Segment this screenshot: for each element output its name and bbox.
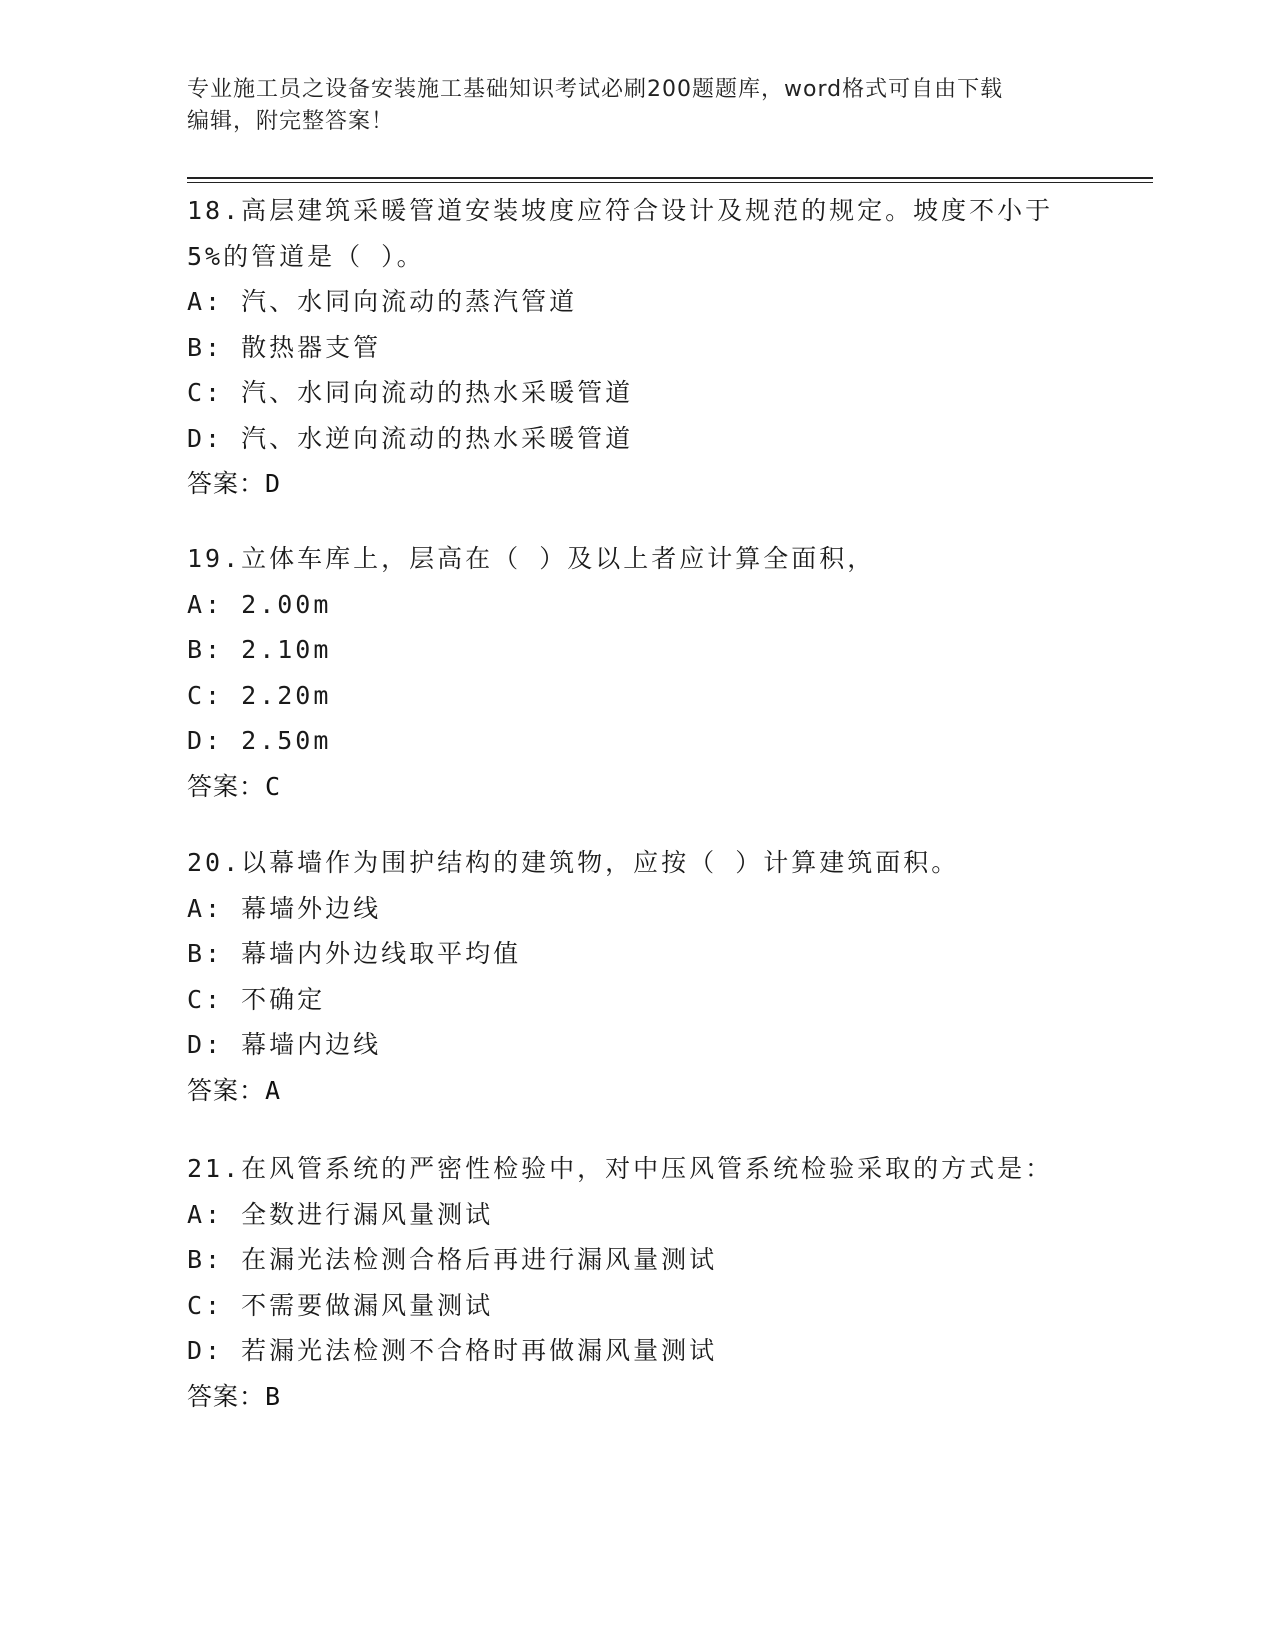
option-b: B: 散热器支管 [187, 332, 382, 362]
header-divider-thin [187, 182, 1153, 183]
option-c: C: 汽、水同向流动的热水采暖管道 [187, 378, 634, 407]
question-19 [187, 536, 1087, 809]
answer-key: C [265, 771, 282, 801]
question-18 [187, 188, 1087, 507]
question-20 [187, 840, 1087, 1113]
option-c: C: 2.20m [187, 680, 332, 710]
question-stem: 18.高层建筑采暖管道安装坡度应符合设计及规范的规定。坡度不小于 [187, 196, 1054, 225]
answer-label: 答案： [187, 1075, 266, 1105]
answer-line [187, 1374, 1087, 1420]
question-stem: 19.立体车库上，层高在（ ）及以上者应计算全面积， [187, 544, 876, 573]
option-d: D: 2.50m [187, 726, 332, 755]
question-stem-continued: 5%的管道是（ ）。 [187, 241, 425, 271]
option-c: C: 不需要做漏风量测试 [187, 1290, 494, 1320]
option-a: A: 幕墙外边线 [187, 893, 382, 923]
document-header [187, 74, 1067, 138]
question-stem: 20.以幕墙作为围护结构的建筑物，应按（ ）计算建筑面积。 [187, 848, 960, 877]
answer-line [187, 764, 1087, 810]
option-c: C: 不确定 [187, 984, 326, 1014]
option-a: A: 汽、水同向流动的蒸汽管道 [187, 287, 578, 316]
option-d: D: 若漏光法检测不合格时再做漏风量测试 [187, 1336, 718, 1365]
header-title-line-2: 编辑，附完整答案！ [187, 109, 395, 134]
header-title-line-1: 专业施工员之设备安装施工基础知识考试必刷200题题库，word格式可自由下载 [187, 77, 1004, 102]
answer-label: 答案： [187, 469, 266, 498]
option-d: D: 汽、水逆向流动的热水采暖管道 [187, 423, 634, 453]
question-21 [187, 1146, 1087, 1419]
answer-key: B [265, 1381, 282, 1411]
answer-key: D [265, 469, 282, 498]
option-b: B: 2.10m [187, 635, 332, 664]
answer-line [187, 461, 1087, 507]
answer-line [187, 1068, 1087, 1114]
option-d: D: 幕墙内边线 [187, 1030, 382, 1059]
header-divider-thick [187, 177, 1153, 179]
answer-label: 答案： [187, 771, 266, 801]
option-a: A: 2.00m [187, 589, 332, 619]
answer-key: A [265, 1075, 282, 1105]
option-a: A: 全数进行漏风量测试 [187, 1199, 494, 1229]
answer-label: 答案： [187, 1381, 266, 1411]
question-stem: 21.在风管系统的严密性检验中，对中压风管系统检验采取的方式是： [187, 1154, 1054, 1183]
option-b: B: 幕墙内外边线取平均值 [187, 939, 522, 968]
option-b: B: 在漏光法检测合格后再进行漏风量测试 [187, 1245, 718, 1274]
